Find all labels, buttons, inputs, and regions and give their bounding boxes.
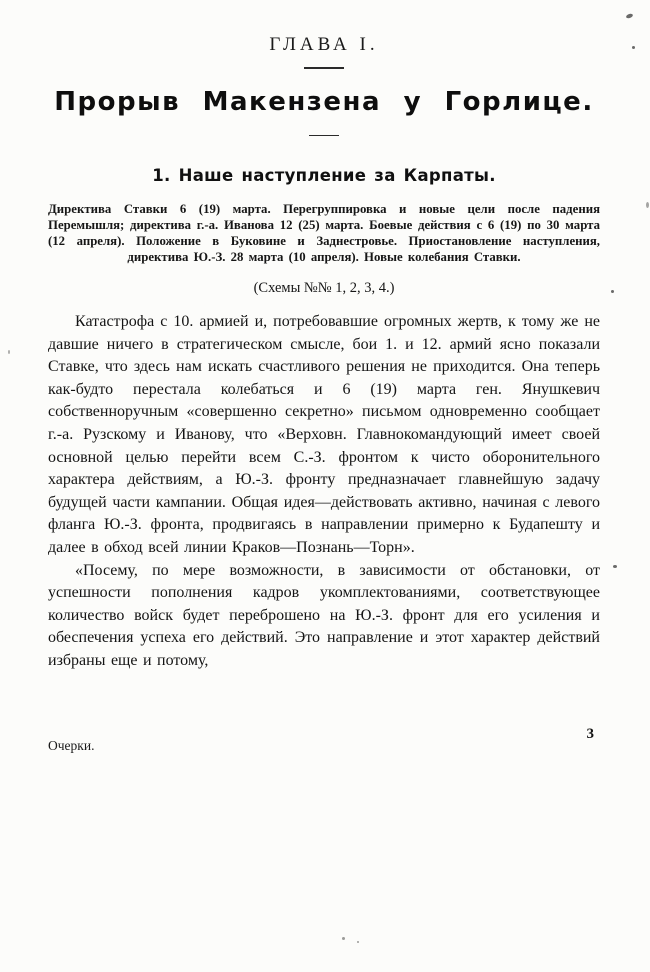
scan-artifact (357, 941, 359, 943)
body-paragraph: «Посему, по мере возможности, в зависимости от обстановки, от успешности пополнения кадров укомплектованиями, соответствующее количество войск будет переброшено на Ю.-З. фронт для его усиления и обеспечения успеха его действий. Это направление и этот характер действий избраны еще и потому, (48, 561, 600, 669)
scan-artifact (646, 202, 649, 208)
scan-artifact (342, 937, 345, 940)
scan-artifact (8, 350, 10, 354)
chapter-divider (304, 67, 344, 69)
scan-artifact (632, 46, 635, 49)
footer-note: Очерки. (48, 738, 95, 753)
schemes-note: (Схемы №№ 1, 2, 3, 4.) (253, 280, 395, 296)
section-abstract: Директива Ставки 6 (19) марта. Перегруппировка и новые цели после падения Перемышля; директива г.-а. Иванова 12 (25) марта. Боевые действия с 6 (19) по 30 марта (12 апреля). Положение в Буковине и Заднестровье. Приостановление наступления, директива Ю.-З. 28 марта (10 апреля). Новые колебания Ставки. (48, 202, 600, 264)
title-divider (309, 135, 339, 136)
scan-artifact (611, 290, 614, 293)
page-title: Прорыв Макензена у Горлице. (54, 87, 594, 117)
page-number: 3 (586, 726, 594, 742)
scan-artifact (613, 565, 617, 568)
body-paragraph: Катастрофа с 10. армией и, потребовавшие огромных жертв, к тому же не давшие ничего в стратегическом смысле, бои 1. и 12. армий ясно показали Ставке, что здесь нам искать счастливого решения не приходится. Она теперь как-будто перестала колебаться и 6 (19) марта ген. Янушкевич собственноручным «совершенно секретно» письмом одновременно сообщает г.-а. Рузскому и Иванову, что «Верховн. Главнокомандующий имеет своей основной целью перейти всем С.-З. фронтом к чисто оборонительного характера действиям, а Ю.-З. фронту предназначает главнейшую задачу будущей части кампании. Общая идея—действовать активно, начиная с левого фланга Ю.-З. фронта, продвигаясь в направлении примерно к Будапешту и далее в обход всей линии Краков—Познань—Торн». (48, 313, 600, 556)
section-heading: 1. Наше наступление за Карпаты. (152, 166, 496, 185)
chapter-heading: ГЛАВА I. (269, 34, 379, 55)
